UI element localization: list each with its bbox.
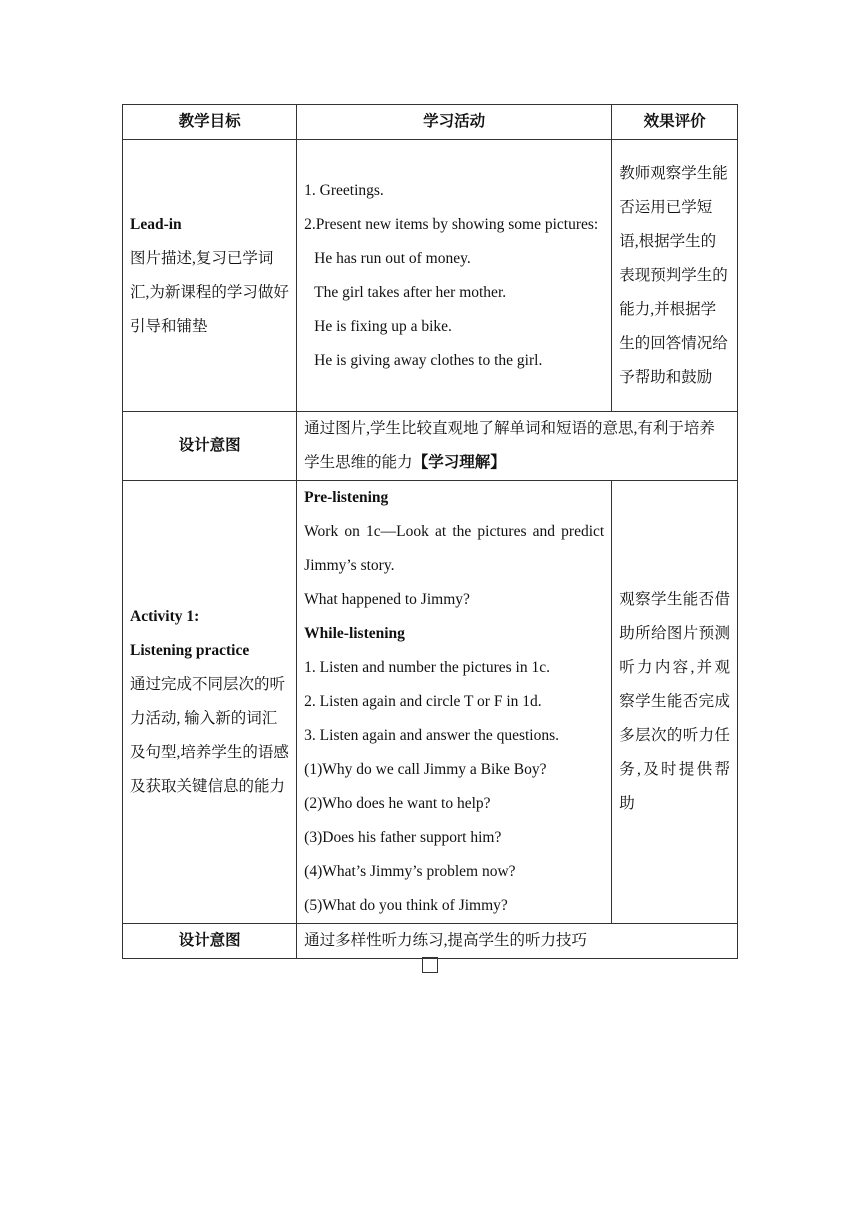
while-listening-item: (1)Why do we call Jimmy a Bike Boy? [304, 761, 547, 778]
while-listening-item: 1. Listen and number the pictures in 1c. [304, 659, 550, 676]
design-intent-text-cell [297, 412, 738, 481]
activity1-evaluation-text: 观察学生能否借助所给图片预测听力内容,并观察学生能否完成多层次的听力任务,及时提供帮助 [619, 591, 730, 812]
lesson-plan-table [122, 104, 738, 959]
activity1-row [123, 481, 738, 924]
activity1-activity-cell [297, 481, 612, 924]
pre-listening-question: What happened to Jimmy? [304, 591, 470, 608]
while-listening-item: 2. Listen again and circle T or F in 1d. [304, 693, 542, 710]
activity1-goal-cell [123, 481, 297, 924]
header-learning-activity: 学习活动 [297, 105, 612, 140]
leadin-row [123, 140, 738, 412]
leadin-evaluation-text: 教师观察学生能否运用已学短语,根据学生的表现预判学生的能力,并根据学生的回答情况给予帮助和鼓励 [619, 164, 728, 386]
design-intent-label: 设计意图 [123, 412, 297, 481]
design-intent-tag: 【学习理解】 [412, 454, 506, 471]
activity1-goal-text: 通过完成不同层次的听力活动, 输入新的词汇及句型,培养学生的语感及获取关键信息的能力 [130, 676, 289, 795]
while-listening-heading: While-listening [304, 625, 405, 642]
activity1-title: Activity 1: [130, 608, 200, 625]
leadin-activity-item: He is fixing up a bike. [314, 317, 452, 335]
leadin-title: Lead-in [130, 215, 182, 233]
leadin-goal-text: 图片描述,复习已学词汇,为新课程的学习做好引导和铺垫 [130, 249, 289, 335]
leadin-activity-item: The girl takes after her mother. [314, 283, 507, 301]
while-listening-item: 3. Listen again and answer the questions. [304, 727, 559, 744]
leadin-activity-item: 2.Present new items by showing some pictures: [304, 215, 599, 233]
activity1-evaluation-cell [612, 481, 738, 924]
leadin-activity-item: He has run out of money. [314, 249, 471, 267]
design-intent-row-1 [123, 412, 738, 481]
header-evaluation: 效果评价 [612, 105, 738, 140]
while-listening-item: (2)Who does he want to help? [304, 795, 491, 812]
design-intent-text: 通过多样性听力练习,提高学生的听力技巧 [297, 924, 738, 959]
pre-listening-heading: Pre-listening [304, 489, 389, 506]
leadin-activity-item: 1. Greetings. [304, 181, 384, 199]
header-teaching-goal: 教学目标 [123, 105, 297, 140]
leadin-goal-cell [123, 140, 297, 412]
leadin-activity-cell [297, 140, 612, 412]
leadin-activity-item: He is giving away clothes to the girl. [314, 351, 543, 369]
leadin-evaluation-cell [612, 140, 738, 412]
header-row [123, 105, 738, 140]
design-intent-label: 设计意图 [123, 924, 297, 959]
empty-checkbox-glyph [422, 957, 438, 973]
while-listening-item: (3)Does his father support him? [304, 829, 502, 846]
design-intent-text: 通过图片,学生比较直观地了解单词和短语的意思,有利于培养学生思维的能力 [304, 420, 715, 471]
pre-listening-text: Work on 1c—Look at the pictures and predict Jimmy’s story. [304, 523, 605, 574]
while-listening-item: (4)What’s Jimmy’s problem now? [304, 863, 516, 880]
while-listening-item: (5)What do you think of Jimmy? [304, 897, 508, 914]
design-intent-row-2 [123, 924, 738, 959]
activity1-subtitle: Listening practice [130, 642, 250, 659]
